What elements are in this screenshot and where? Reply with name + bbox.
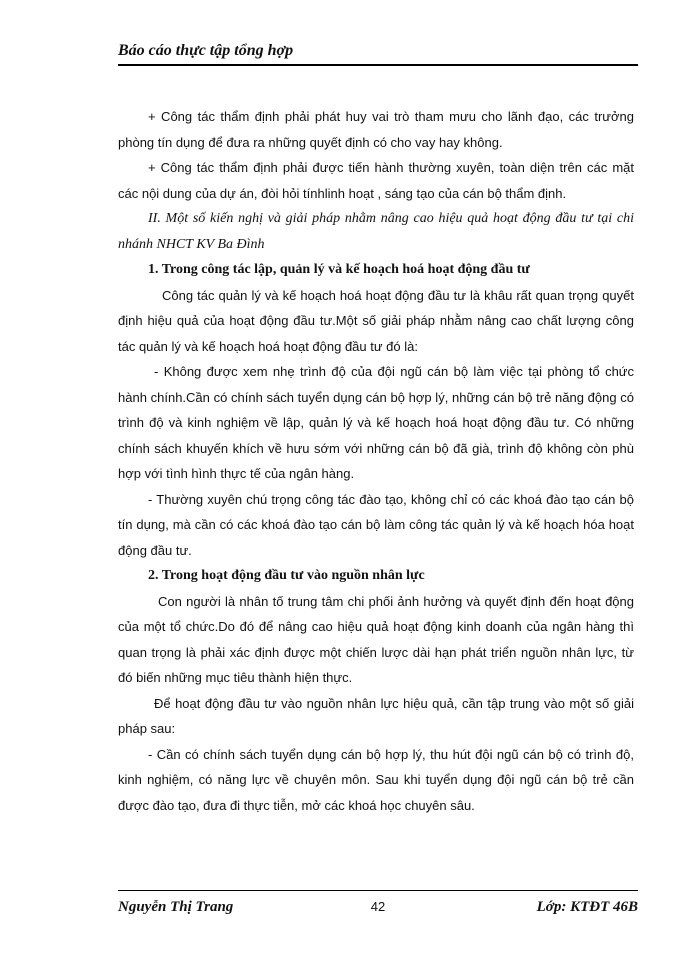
paragraph-training: - Thường xuyên chú trọng công tác đào tạo, không chỉ có các khoá đào tạo cán bộ tín dụng, mà cần có các khoá đào tạo cán bộ làm công tác quản lý và kế hoạch hóa hoạt động đầu tư. (118, 491, 634, 558)
footer-class: Lớp: KTĐT 46B (536, 899, 638, 915)
section-heading-recommendations: II. Một số kiến nghị và giải pháp nhằm nâng cao hiệu quả hoạt động đầu tư tại chi nhánh NHCT KV Ba Đình (118, 211, 634, 252)
subsection-heading-planning: 1. Trong công tác lập, quản lý và kế hoạch hoá hoạt động đầu tư (148, 262, 530, 277)
paragraph-appraisal-regular: + Công tác thẩm định phải được tiến hành thường xuyên, toàn diện trên các mặt các nội dung của dự án, đòi hỏi tínhlinh hoạt , sáng tạo của cán bộ thẩm định. (118, 160, 634, 201)
page-footer (118, 890, 638, 921)
paragraph-recruitment-policy: - Cần có chính sách tuyển dụng cán bộ hợp lý, thu hút đội ngũ cán bộ có trình độ, kinh nghiệm, có năng lực về chuyên môn. Sau khi tuyển dụng đội ngũ cán bộ trẻ cần được đào tạo, đưa đi thực tiễn, mở các khoá học chuyên sâu. (118, 746, 634, 813)
page-header (118, 40, 638, 65)
subsection-heading-human-resources: 2. Trong hoạt động đầu tư vào nguồn nhân lực (148, 568, 425, 583)
header-title: Báo cáo thực tập tổng hợp (118, 42, 294, 59)
paragraph-planning-intro: Công tác quản lý và kế hoạch hoá hoạt động đầu tư là khâu rất quan trọng quyết định hiệu quả của hoạt động đầu tư.Một số giải pháp nhằm nâng cao chất lượng công tác quản lý và kế hoạch hoá hoạt động đầu tư đó là: (118, 287, 634, 354)
paragraph-appraisal-advisory: + Công tác thẩm định phải phát huy vai trò tham mưu cho lãnh đạo, các trưởng phòng tín dụng để đưa ra những quyết định có cho vay hay không. (118, 109, 634, 150)
document-body (118, 104, 634, 818)
footer-author: Nguyễn Thị Trang (118, 899, 234, 915)
paragraph-human-factor: Con người là nhân tố trung tâm chi phối ảnh hưởng và quyết định đến hoạt động của một tổ chức.Do đó để nâng cao hiệu quả hoạt động kinh doanh của ngân hàng thì quan trọng là phải xác định được một chiến lược dài hạn phát triển nguồn nhân lực, từ đó biến những mục tiêu thành hiện thực. (118, 593, 634, 685)
page-number: 42 (370, 899, 386, 914)
paragraph-hr-solutions-intro: Để hoạt động đầu tư vào nguồn nhân lực hiệu quả, cần tập trung vào một số giải pháp sau: (118, 695, 634, 736)
paragraph-staff-quality: - Không được xem nhẹ trình độ của đội ngũ cán bộ làm việc tại phòng tổ chức hành chính.Cần có chính sách tuyển dụng cán bộ hợp lý, những cán bộ trẻ năng động có trình độ và kinh nghiệm về lập, quản lý và kế hoạch hoá hoạt động đầu tư. Có những chính sách khuyến khích về hưu sớm với những cán bộ đã già, trình độ không còn phù hợp với tình hình thực tế của ngân hàng. (118, 364, 634, 481)
